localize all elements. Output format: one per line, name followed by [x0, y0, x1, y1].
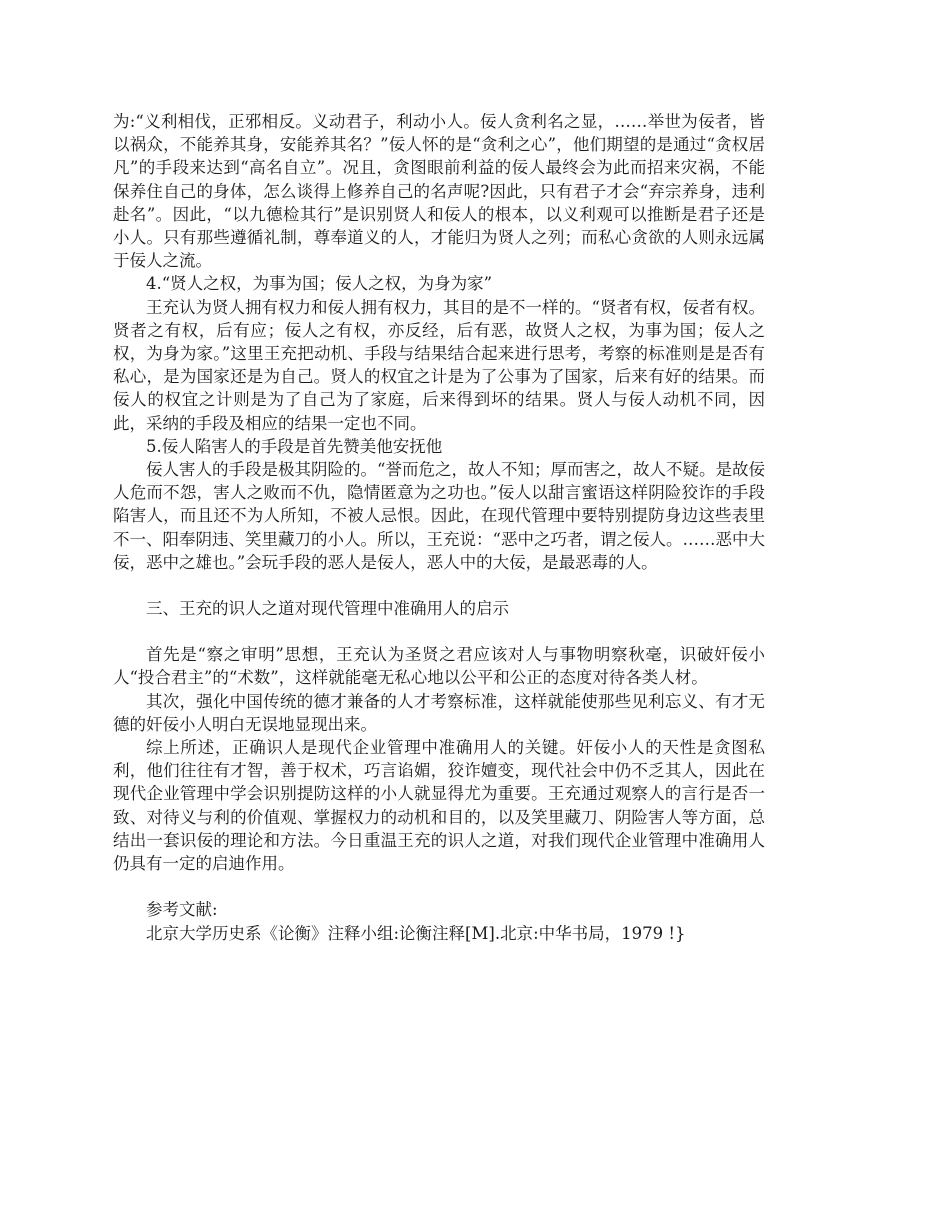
- heading-5: 5.佞人陷害人的手段是首先赞美他安抚他: [146, 436, 443, 456]
- paragraph-xianhai: 佞人害人的手段是极其阴险的。“誉而危之，故人不知；厚而害之，故人不疑。是故佞人危而不怨，害人之败而不仇，隐情匿意为之功也。”佞人以甜言蜜语这样阴险狡诈的手段陷害人，而且还不为人所知，不被人忌恨。因此，在现代管理中要特别提防身边这些表里不一、阳奉阴违、笑里藏刀的小人。所以，王充说：“恶中之巧者，谓之佞人。……恶中大佞，恶中之雄也。”会玩手段的恶人是佞人，恶人中的大佞，是最恶毒的人。: [113, 460, 765, 572]
- spacer: [113, 620, 765, 643]
- references-heading: 参考文献:: [146, 900, 218, 920]
- spacer: [113, 875, 765, 898]
- paragraph-first: 首先是“察之审明”思想，王充认为圣贤之君应该对人与事物明察秋毫，识破奸佞小人“投合君主”的“术数”，这样就能毫无私心地以公平和公正的态度对待各类人材。: [113, 645, 765, 688]
- heading-4: 4.“贤人之权，为事为国；佞人之权，为身为家”: [146, 274, 493, 294]
- paragraph-second: 其次，强化中国传统的德才兼备的人才考察标准，这样就能使那些见利忘义、有才无德的奸佞小人明白无误地显现出来。: [113, 691, 765, 734]
- paragraph-conclusion: 综上所述，正确识人是现代企业管理中准确用人的关键。奸佞小人的天性是贪图私利，他们往往有才智，善于权术，巧言谄媚，狡诈嬗变，现代社会中仍不乏其人，因此在现代企业管理中学会识别提防这样的小人就显得尤为重要。王充通过观察人的言行是否一致、对待义与利的价值观、掌握权力的动机和目的，以及笑里藏刀、阴险害人等方面，总结出一套识佞的理论和方法。今日重温王充的识人之道，对我们现代企业管理中准确用人仍具有一定的启迪作用。: [113, 738, 765, 874]
- reference-item: 北京大学历史系《论衡》注释小组:论衡注释[M].北京:中华书局，1979 !}: [146, 923, 686, 943]
- section-heading-3: 三、王充的识人之道对现代管理中准确用人的启示: [146, 599, 509, 619]
- paragraph-quan: 王充认为贤人拥有权力和佞人拥有权力，其目的是不一样的。“贤者有权，佞者有权。贤者之有权，后有应；佞人之有权，亦反经，后有恶，故贤人之权，为事为国；佞人之权，为身为家。”这里王充把动机、手段与结果结合起来进行思考，考察的标准则是是否有私心，是为国家还是为自己。贤人的权宜之计是为了公事为了国家，后来有好的结果。而佞人的权宜之计则是为了自己为了家庭，后来得到坏的结果。贤人与佞人动机不同，因此，采纳的手段及相应的结果一定也不同。: [113, 297, 765, 433]
- document-page: [113, 110, 765, 945]
- paragraph-yili: 为:“义利相伐，正邪相反。义动君子，利动小人。佞人贪利名之显，……举世为佞者，皆以祸众，不能养其身，安能养其名？”佞人怀的是“贪利之心”，他们期望的是通过“贪权居凡”的手段来达到“高名自立”。况且，贪图眼前利益的佞人最终会为此而招来灾祸，不能保养住自己的身体，怎么谈得上修养自己的名声呢?因此，只有君子才会“弃宗养身，违利赴名”。因此，“以九德检其行”是识别贤人和佞人的根本，以义利观可以推断是君子还是小人。只有那些遵循礼制，尊奉道义的人，才能归为贤人之列；而私心贪欲的人则永远属于佞人之流。: [113, 112, 765, 271]
- spacer: [113, 574, 765, 597]
